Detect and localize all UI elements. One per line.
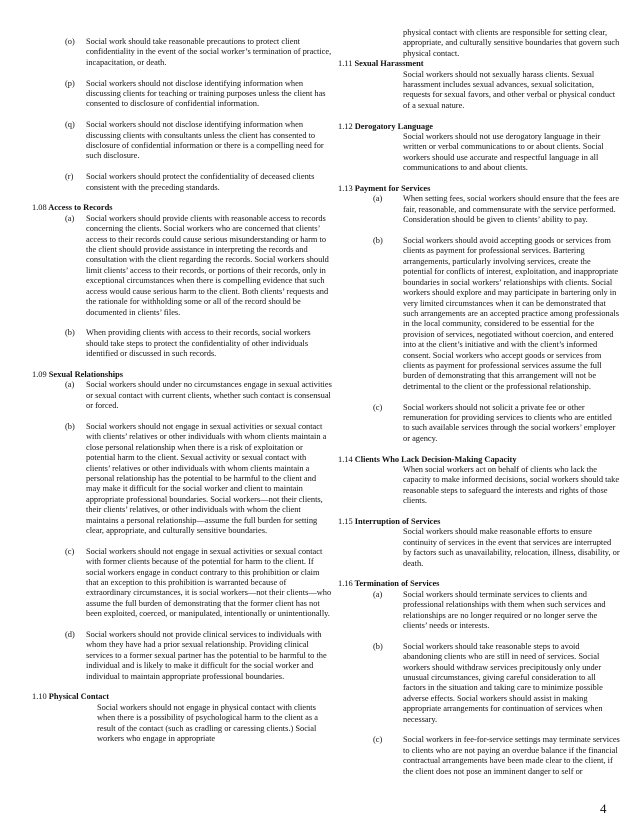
page-number: 4: [600, 801, 607, 816]
list-item: (a) Social workers should provide clients with reasonable access to records concerning the clients. Social workers who are concerned that clients’ access to their records could cause serious misunderstanding or harm to the client should provide assistance in interpreting the records and consultation with the client regarding the records. Social workers should limit clients’ access to their records, or portions of their records, only in exceptional circumstances when there is compelling evidence that such access would cause serious harm to the client. Both clients’ requests and the rationale for withholding some or all of the record should be documented in clients’ files.: [65, 213, 329, 317]
section-text: Social workers should make reasonable efforts to ensure continuity of services in the event that services are interrupted by factors such as unavailability, relocation, illness, disability, or death.: [403, 527, 620, 568]
left-column: [32, 37, 332, 744]
section-heading-1-13: 1.13 Payment for Services: [338, 184, 431, 194]
list-item: (b) Social workers should take reasonable steps to avoid abandoning clients who are still in need of services. Social workers should withdraw services precipitously only under unusual circumstances, giving careful consideration to all factors in the situation and taking care to minimize possible adverse effects. Social workers should assist in making appropriate arrangements for continuation of services when necessary.: [373, 641, 603, 724]
section-heading-1-15: 1.15 Interruption of Services: [338, 517, 441, 526]
list-item: (d) Social workers should not provide clinical services to individuals with whom they have had a prior sexual relationship. Providing clinical services to a former sexual partner has the potential to be harmful to the individual and is likely to make it difficult for the social worker and individual to maintain appropriate professional boundaries.: [65, 630, 327, 681]
list-item: (b) When providing clients with access to their records, social workers should take steps to protect the confidentiality of other individuals identified or discussed in such records.: [65, 328, 311, 359]
section-heading-1-08: 1.08 Access to Records: [32, 203, 113, 213]
list-item: (b) Social workers should not engage in sexual activities or sexual contact with clients’ relatives or other individuals with whom clients maintain a close personal relationship when there is a risk of exploitation or potential harm to the client. Sexual activity or sexual contact with clients’ relatives or other individuals with whom clients maintain a personal relationship has the potential to be harmful to the client and may make it difficult for the social worker and client to maintain appropriate professional boundaries. Social workers—not their clients, their clients’ relatives, or other individuals with whom the client maintains a personal relationship—assume the full burden for setting clear, appropriate, and culturally sensitive boundaries.: [65, 421, 327, 535]
section-heading-1-10: 1.10 Physical Contact: [32, 692, 109, 702]
list-item: (a) Social workers should under no circumstances engage in sexual activities or sexual contact with current clients, whether such contact is consensual or forced.: [65, 380, 332, 411]
section-text: Social workers should not engage in physical contact with clients when there is a possibility of psychological harm to the client as a result of the contact (such as cradling or caressing clients.) Social workers who engage in appropriate: [97, 702, 318, 744]
section-text-continued: physical contact with clients are responsible for setting clear, appropriate, and culturally sensitive boundaries that govern such physical contact.: [403, 28, 620, 58]
section-heading-1-16: 1.16 Termination of Services: [338, 579, 440, 589]
section-heading-1-12: 1.12 Derogatory Language: [338, 121, 433, 131]
list-item: (c) Social workers should not engage in sexual activities or sexual contact with former clients because of the potential for harm to the client. If social workers engage in conduct contrary to this prohibition or claim that an exception to this prohibition is warranted because of extraordinary circumstances, it is social workers—not their clients—who assume the full burden of demonstrating that the former client has not been exploited, coerced, or manipulated, intentionally or unintentionally.: [65, 546, 332, 619]
list-item: (r) Social workers should protect the confidentiality of deceased clients consistent with the preceding standards.: [65, 172, 315, 192]
list-item: (b) Social workers should avoid accepting goods or services from clients as payment for professional services. Bartering arrangements, particularly involving services, create the potential for conflicts of interest, exploitation, and inappropriate boundaries in social workers’ relationships with clients. Social workers should explore and may participate in bartering only in very limited circumstances when it can be demonstrated that such arrangements are an accepted practice among professionals in the local community, considered to be essential for the provision of services, negotiated without coercion, and entered into at the client’s initiative and with the client’s informed consent. Social workers who accept goods or services from clients as payment for professional services assume the full burden of demonstrating that this arrangement will not be detrimental to the client or the professional relationship.: [373, 236, 620, 391]
list-item: (a) Social workers should terminate services to clients and professional relationships with them when such services and relationships are no longer required or no longer serve the clients’ needs or interests.: [373, 589, 606, 631]
section-heading-1-11: 1.11 Sexual Harassment: [338, 59, 424, 69]
list-item: (a) When setting fees, social workers should ensure that the fees are fair, reasonable, and commensurate with the service performed. Consideration should be given to clients’ ability to pay.: [373, 194, 620, 225]
section-heading-1-09: 1.09 Sexual Relationships: [32, 369, 123, 379]
list-item: (p) Social workers should not disclose identifying information when discussing clients for teaching or training purposes unless the client has consented to disclosure of confidential information.: [65, 78, 326, 109]
section-text: When social workers act on behalf of clients who lack the capacity to make informed decisions, social workers should take reasonable steps to safeguard the interests and rights of those clients.: [403, 464, 620, 506]
section-text: Social workers should not use derogatory language in their written or verbal communications to or about clients. Social workers should use accurate and respectful language in all communications to and about clients.: [403, 132, 604, 173]
section-text: Social workers should not sexually harass clients. Sexual harassment includes sexual advances, sexual solicitation, requests for sexual favors, and other verbal or physical conduct of a sexual nature.: [403, 69, 616, 110]
section-heading-1-14: 1.14 Clients Who Lack Decision-Making Capacity: [338, 454, 517, 464]
list-item: (q) Social workers should not disclose identifying information when discussing clients with consultants unless the client has consented to disclosure of confidential information or there is a compelling need for such disclosure.: [65, 120, 324, 161]
list-item: (c) Social workers should not solicit a private fee or other remuneration for providing services to clients who are entitled to such available services through the social workers’ employer or agency.: [373, 402, 616, 443]
right-column: [338, 28, 620, 777]
list-item: (c) Social workers in fee-for-service settings may terminate services to clients who are not paying an overdue balance if the financial contractual arrangements have been made clear to the client, if the client does not pose an imminent danger to self or: [373, 735, 620, 776]
list-item: (o) Social work should take reasonable precautions to protect client confidentiality in the event of the social worker’s termination of practice, incapacitation, or death.: [65, 37, 332, 67]
